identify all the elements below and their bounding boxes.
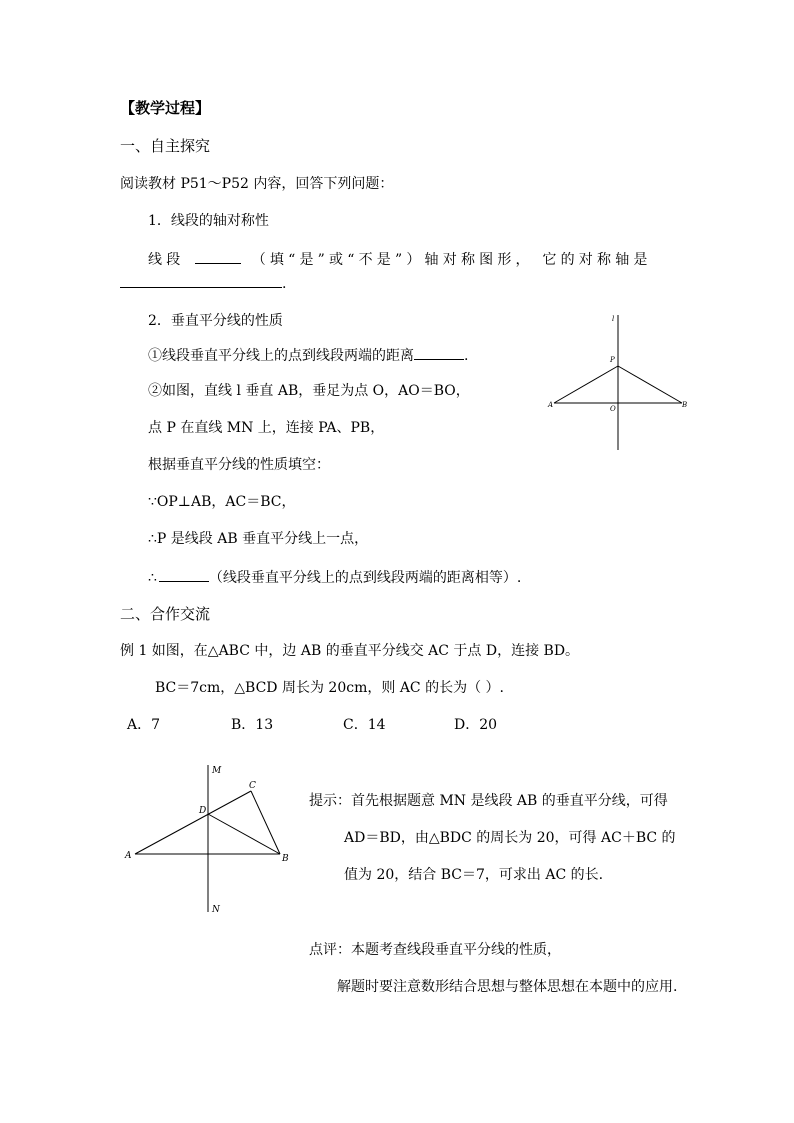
hint-line-2: AD＝BD，由△BDC 的周长为 20，可得 AC＋BC 的 — [344, 830, 676, 846]
answer-blank-4[interactable] — [159, 567, 209, 582]
item2-p5: ∵OP⊥AB，AC＝BC， — [148, 494, 296, 510]
option-c[interactable]: C．14 — [343, 717, 386, 733]
item2-p7-pre: ∴ — [148, 570, 157, 586]
comment-line-1: 点评：本题考查线段垂直平分线的性质， — [309, 942, 561, 958]
answer-blank-2[interactable] — [120, 273, 282, 288]
label-p: P — [610, 356, 615, 364]
answer-blank-3[interactable] — [414, 345, 464, 360]
comment-line-2: 解题时要注意数形结合思想与整体思想在本题中的应用. — [337, 979, 678, 995]
label-m: M — [212, 766, 222, 776]
item1-axis-line — [120, 273, 286, 293]
label-a: A — [548, 401, 554, 409]
page-title: 【教学过程】 — [120, 99, 211, 117]
item2-p1-text: ①线段垂直平分线上的点到线段两端的距离 — [148, 348, 414, 364]
item2-p6: ∴P 是线段 AB 垂直平分线上一点， — [148, 531, 369, 547]
label-o: O — [610, 405, 616, 413]
option-b[interactable]: B．13 — [231, 717, 274, 733]
item2-p2: ②如图，直线 l 垂直 AB，垂足为点 O，AO＝BO， — [148, 383, 470, 399]
item2-p1-end: . — [464, 348, 469, 364]
option-d[interactable]: D．20 — [454, 717, 498, 733]
segment-pa — [554, 366, 618, 403]
perpendicular-bisector-figure — [540, 305, 700, 455]
answer-blank-1[interactable] — [195, 249, 241, 264]
hint-line-1: 提示：首先根据题意 MN 是线段 AB 的垂直平分线，可得 — [309, 793, 668, 809]
item2-p3: 点 P 在直线 MN 上，连接 PA、PB， — [148, 420, 385, 436]
hint-line-3: 值为 20，结合 BC＝7，可求出 AC 的长. — [344, 867, 604, 883]
section-heading-2: 二、合作交流 — [120, 605, 211, 623]
segment-ac — [135, 791, 251, 854]
label-b: B — [682, 401, 688, 409]
label-b: B — [282, 854, 289, 864]
label-n: N — [212, 905, 220, 915]
triangle-abc-figure — [120, 760, 305, 920]
section-heading-1: 一、自主探究 — [120, 137, 211, 155]
item2-p4: 根据垂直平分线的性质填空： — [148, 457, 330, 473]
example-line-1: 例 1 如图，在△ABC 中，边 AB 的垂直平分线交 AC 于点 D，连接 BD。 — [120, 643, 580, 659]
example-line-2: BC＝7cm，△BCD 周长为 20cm，则 AC 的长为（ ）. — [155, 680, 504, 696]
segment-cb — [251, 791, 280, 854]
option-a[interactable]: A．7 — [127, 717, 161, 733]
label-c: C — [249, 781, 256, 791]
item1-pre: 线段 — [148, 252, 185, 268]
item1-question — [148, 249, 652, 269]
segment-pb — [618, 366, 682, 403]
label-d: D — [199, 806, 207, 816]
item1-post: （填“是”或“不是”）轴对称图形， 它的对称轴是 — [251, 252, 652, 268]
label-l: l — [612, 315, 615, 323]
label-a: A — [125, 851, 132, 861]
item2-p7 — [148, 567, 521, 587]
intro-text: 阅读教材 P51～P52 内容，回答下列问题： — [120, 176, 394, 192]
item2-p1 — [148, 345, 468, 365]
item1-end: . — [282, 276, 287, 292]
item1-title: 1．线段的轴对称性 — [148, 213, 269, 229]
item2-p7-post: （线段垂直平分线上的点到线段两端的距离相等）. — [208, 570, 522, 586]
segment-db — [208, 814, 280, 854]
item2-title: 2．垂直平分线的性质 — [148, 313, 283, 329]
